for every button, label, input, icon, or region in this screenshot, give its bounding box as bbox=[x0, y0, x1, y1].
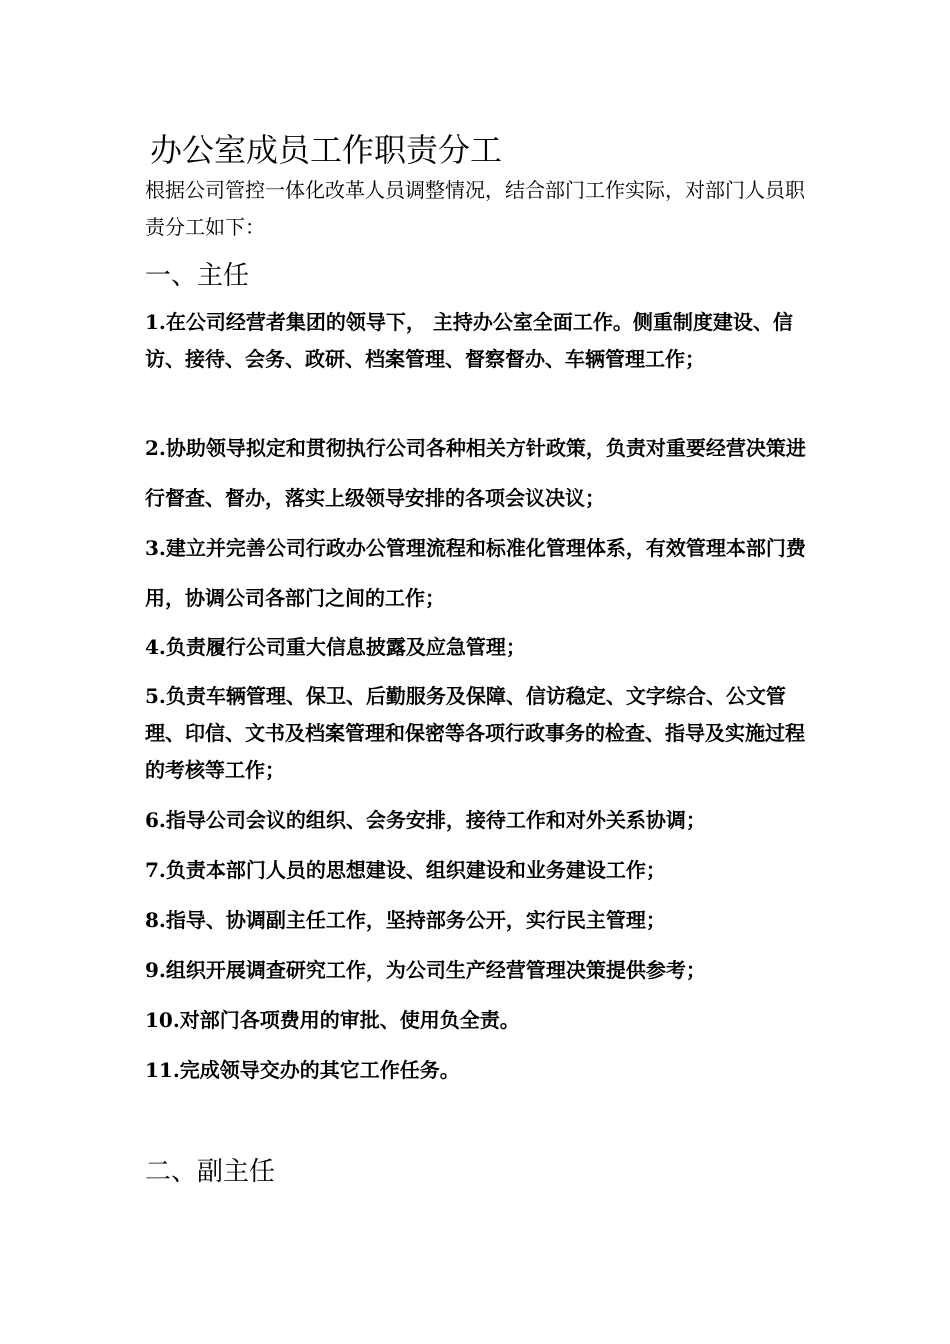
duty-item-2: 2.协助领导拟定和贯彻执行公司各种相关方针政策，负责对重要经营决策进行督查、督办，落实上级领导安排的各项会议决议； bbox=[145, 436, 806, 510]
duty-item-11: 11.完成领导交办的其它工作任务。 bbox=[145, 1058, 460, 1082]
duty-item-4: 4.负责履行公司重大信息披露及应急管理； bbox=[145, 635, 526, 659]
section-heading-director: 一、主任 bbox=[145, 261, 250, 291]
duty-item-9: 9.组织开展调查研究工作，为公司生产经营管理决策提供参考； bbox=[145, 958, 706, 982]
document-title: 办公室成员工作职责分工 bbox=[150, 131, 503, 169]
duty-item-1: 1.在公司经营者集团的领导下， 主持办公室全面工作。侧重制度建设、信访、接待、会务、政研、档案管理、督察督办、车辆管理工作； bbox=[145, 310, 793, 371]
section-heading-deputy-director: 二、副主任 bbox=[145, 1157, 276, 1187]
duty-item-3: 3.建立并完善公司行政办公管理流程和标准化管理体系，有效管理本部门费用，协调公司各部门之间的工作； bbox=[145, 536, 806, 610]
intro-paragraph: 根据公司管控一体化改革人员调整情况，结合部门工作实际，对部门人员职责分工如下： bbox=[145, 178, 805, 239]
duty-item-5: 5.负责车辆管理、保卫、后勤服务及保障、信访稳定、文字综合、公文管理、印信、文书及档案管理和保密等各项行政事务的检查、指导及实施过程的考核等工作； bbox=[145, 684, 805, 782]
duty-item-10: 10.对部门各项费用的审批、使用负全责。 bbox=[145, 1008, 520, 1032]
duty-item-8: 8.指导、协调副主任工作，坚持部务公开，实行民主管理； bbox=[145, 908, 666, 932]
duty-item-6: 6.指导公司会议的组织、会务安排，接待工作和对外关系协调； bbox=[145, 808, 706, 832]
duty-item-7: 7.负责本部门人员的思想建设、组织建设和业务建设工作； bbox=[145, 858, 666, 882]
